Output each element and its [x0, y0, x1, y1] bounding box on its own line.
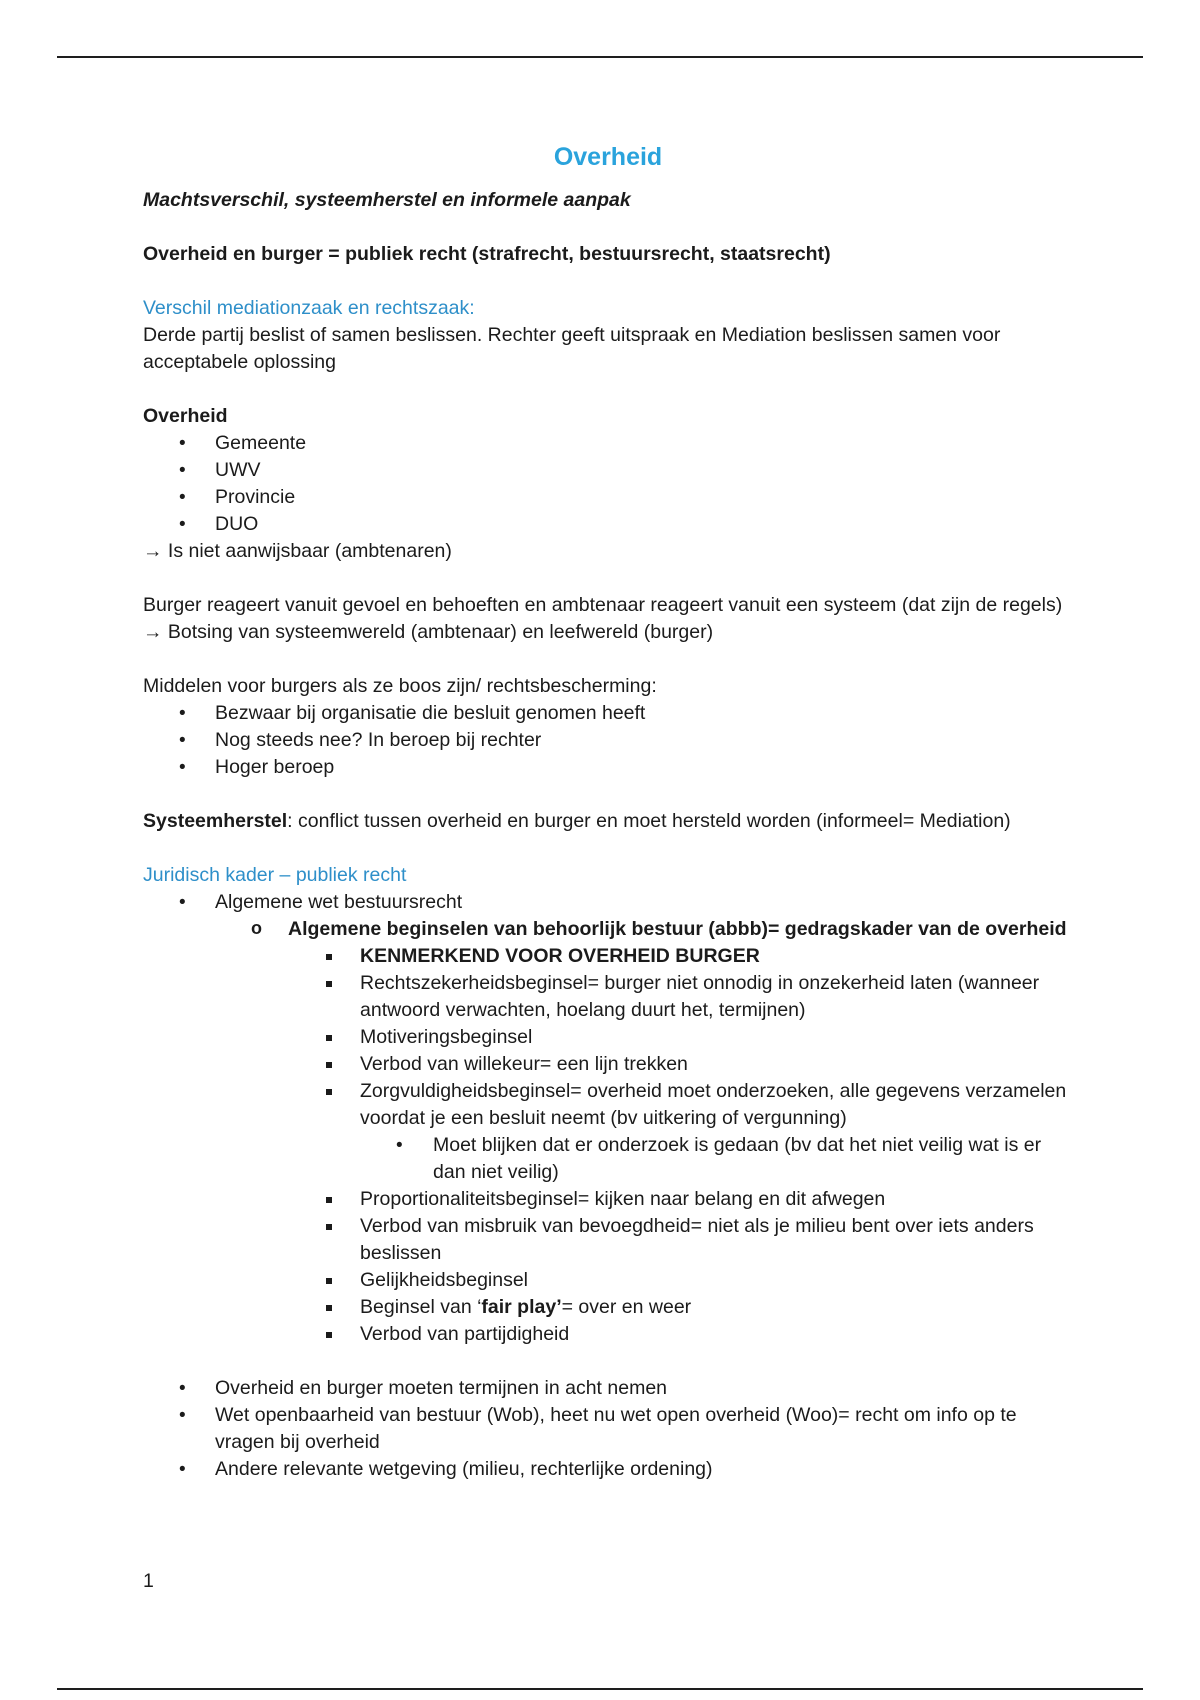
page-number: 1 — [143, 1570, 154, 1592]
list-item: Zorgvuldigheidsbeginsel= overheid moet onderzoeken, alle gegevens verzamelen voordat je een besluit neemt (bv uitkering of vergunning) — [143, 1078, 1073, 1132]
juridisch-list — [143, 889, 1073, 916]
list-item: • DUO — [143, 511, 1073, 538]
list-item: Gelijkheidsbeginsel — [143, 1267, 1073, 1294]
list-item: • Nog steeds nee? In beroep bij rechter — [143, 727, 1073, 754]
arrow-text: Botsing van systeemwereld (ambtenaar) en leefwereld (burger) — [162, 621, 714, 643]
burger-arrow-line — [143, 619, 1073, 646]
juridisch-heading: Juridisch kader – publiek recht — [143, 864, 407, 886]
fairplay-post: = over en weer — [561, 1296, 692, 1318]
overheid-list — [143, 430, 1073, 538]
arrow-icon: → — [143, 540, 163, 562]
list-item: Motiveringsbeginsel — [143, 1024, 1073, 1051]
arrow-text: Is niet aanwijsbaar (ambtenaren) — [162, 540, 452, 562]
list-item: • Gemeente — [143, 430, 1073, 457]
list-item: Verbod van partijdigheid — [143, 1321, 1073, 1348]
beginselen-list-continued — [143, 1186, 1073, 1348]
publiek-recht-line: Overheid en burger = publiek recht (strafrecht, bestuursrecht, staatsrecht) — [143, 243, 831, 265]
subtitle: Machtsverschil, systeemherstel en informele aanpak — [143, 189, 631, 211]
zorgvuldigheid-sublist — [143, 1132, 1073, 1186]
list-item — [143, 1294, 1073, 1321]
arrow-icon: → — [143, 621, 163, 643]
fairplay-bold: fair play’ — [481, 1296, 562, 1318]
list-item: Verbod van misbruik van bevoegdheid= niet als je milieu bent over iets anders beslissen — [143, 1213, 1073, 1267]
systeemherstel-line — [143, 808, 1073, 835]
list-item: o Algemene beginselen van behoorlijk bestuur (abbb)= gedragskader van de overheid — [143, 916, 1073, 943]
middelen-intro: Middelen voor burgers als ze boos zijn/ rechtsbescherming: — [143, 675, 657, 697]
middelen-list — [143, 700, 1073, 781]
list-item: • Moet blijken dat er onderzoek is gedaan (bv dat het niet veilig wat is er dan niet veilig) — [143, 1132, 1073, 1186]
header-rule — [57, 56, 1143, 58]
document-page — [143, 140, 1073, 1483]
list-item: • Wet openbaarheid van bestuur (Wob), heet nu wet open overheid (Woo)= recht om info op te vragen bij overheid — [143, 1402, 1073, 1456]
list-item: Rechtszekerheidsbeginsel= burger niet onnodig in onzekerheid laten (wanneer antwoord verwachten, hoelang duurt het, termijnen) — [143, 970, 1073, 1024]
list-item: • Bezwaar bij organisatie die besluit genomen heeft — [143, 700, 1073, 727]
footer-rule — [57, 1688, 1143, 1690]
list-item: • Algemene wet bestuursrecht — [143, 889, 1073, 916]
list-item: Verbod van willekeur= een lijn trekken — [143, 1051, 1073, 1078]
list-item: • Hoger beroep — [143, 754, 1073, 781]
beginselen-list — [143, 943, 1073, 1132]
list-item: Proportionaliteitsbeginsel= kijken naar belang en dit afwegen — [143, 1186, 1073, 1213]
abbb-list — [143, 916, 1073, 943]
systeemherstel-term: Systeemherstel — [143, 810, 288, 832]
overheid-arrow-line — [143, 538, 1073, 565]
verschil-heading: Verschil mediationzaak en rechtszaak: — [143, 297, 475, 319]
verschil-text: Derde partij beslist of samen beslissen. Rechter geeft uitspraak en Mediation beslissen samen voor acceptabele oplossing — [143, 324, 1001, 373]
list-item: • Andere relevante wetgeving (milieu, rechterlijke ordening) — [143, 1456, 1073, 1483]
fairplay-pre: Beginsel van ‘ — [360, 1296, 482, 1318]
burger-text: Burger reageert vanuit gevoel en behoeften en ambtenaar reageert vanuit een systeem (dat zijn de regels) — [143, 594, 1063, 616]
final-list — [143, 1375, 1073, 1483]
list-item: • UWV — [143, 457, 1073, 484]
page-title: Overheid — [553, 143, 663, 171]
list-item: • Overheid en burger moeten termijnen in acht nemen — [143, 1375, 1073, 1402]
list-item: • Provincie — [143, 484, 1073, 511]
list-item: KENMERKEND VOOR OVERHEID BURGER — [143, 943, 1073, 970]
systeemherstel-text: : conflict tussen overheid en burger en moet hersteld worden (informeel= Mediation) — [287, 810, 1011, 832]
overheid-heading: Overheid — [143, 405, 228, 427]
